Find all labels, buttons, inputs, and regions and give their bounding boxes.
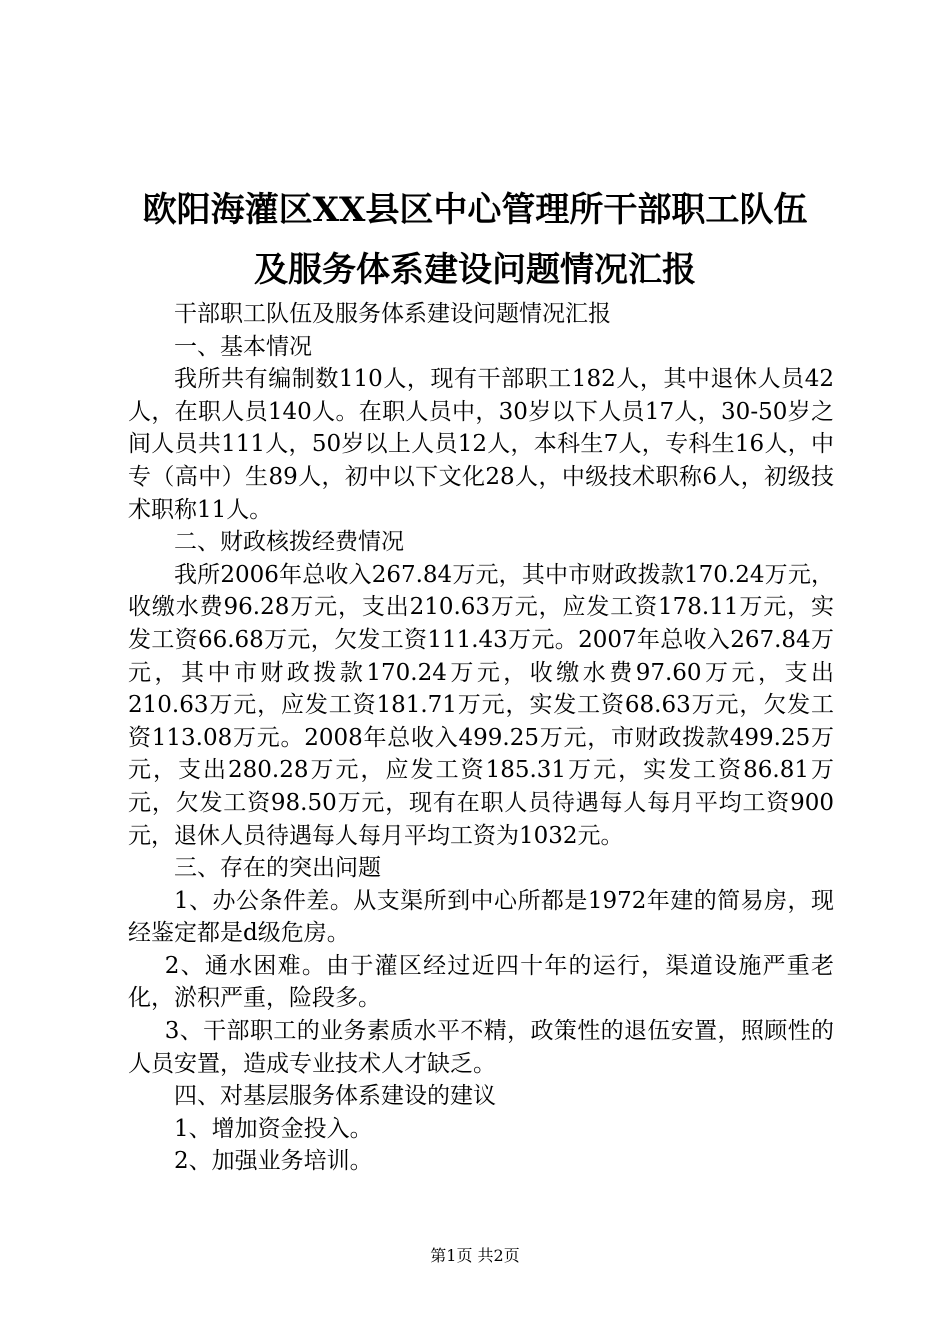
section-heading-finance: 二、财政核拨经费情况: [174, 529, 404, 556]
page-footer: 第1页 共2页: [430, 1246, 520, 1265]
suggestion-item-2: 2、加强业务培训。: [174, 1148, 373, 1175]
problem-item-3: 3、干部职工的业务素质水平不精，政策性的退伍安置，照顾性的人员安置，造成专业技术人才缺乏。: [128, 1018, 834, 1077]
problem-item-2: 2、通水困难。由于灌区经过近四十年的运行，渠道设施严重老化，淤积严重，险段多。: [128, 952, 834, 1012]
suggestion-item-1: 1、增加资金投入。: [174, 1115, 373, 1142]
paragraph-basic-info: 我所共有编制数110人，现有干部职工182人，其中退休人员42人，在职人员140人。在职人员中，30岁以下人员17人，30-50岁之间人员共111人，50岁以上人员12人，本科生7人，专科生16人，中专（高中）生89人，初中以下文化28人，中级技术职称6人，初级技术职称11人。: [128, 366, 834, 523]
section-heading-basic: 一、基本情况: [174, 333, 312, 360]
problem-item-1: 1、办公条件差。从支渠所到中心所都是1972年建的简易房，现经鉴定都是d级危房。: [128, 887, 834, 947]
document-title-line-1: 欧阳海灌区XX县区中心管理所干部职工队伍: [142, 190, 808, 230]
section-heading-suggestions: 四、对基层服务体系建设的建议: [174, 1083, 496, 1110]
document-body: [128, 298, 834, 1178]
body-subtitle: 干部职工队伍及服务体系建设问题情况汇报: [174, 301, 611, 327]
paragraph-finance: 我所2006年总收入267.84万元，其中市财政拨款170.24万元，收缴水费96.28万元，支出210.63万元，应发工资178.11万元，实发工资66.68万元，欠发工资111.43万元。2007年总收入267.84万元，其中市财政拨款170.24万元，收缴水费97.60万元，支出210.63万元，应发工资181.71万元，实发工资68.63万元，欠发工资113.08万元。2008年总收入499.25万元，市财政拨款499.25万元，支出280.28万元，应发工资185.31万元，实发工资86.81万元，欠发工资98.50万元，现有在职人员待遇每人每月平均工资900元，退休人员待遇每人每月平均工资为1032元。: [128, 561, 834, 849]
section-heading-problems: 三、存在的突出问题: [174, 855, 381, 882]
document-title-line-2: 及服务体系建设问题情况汇报: [254, 250, 696, 290]
